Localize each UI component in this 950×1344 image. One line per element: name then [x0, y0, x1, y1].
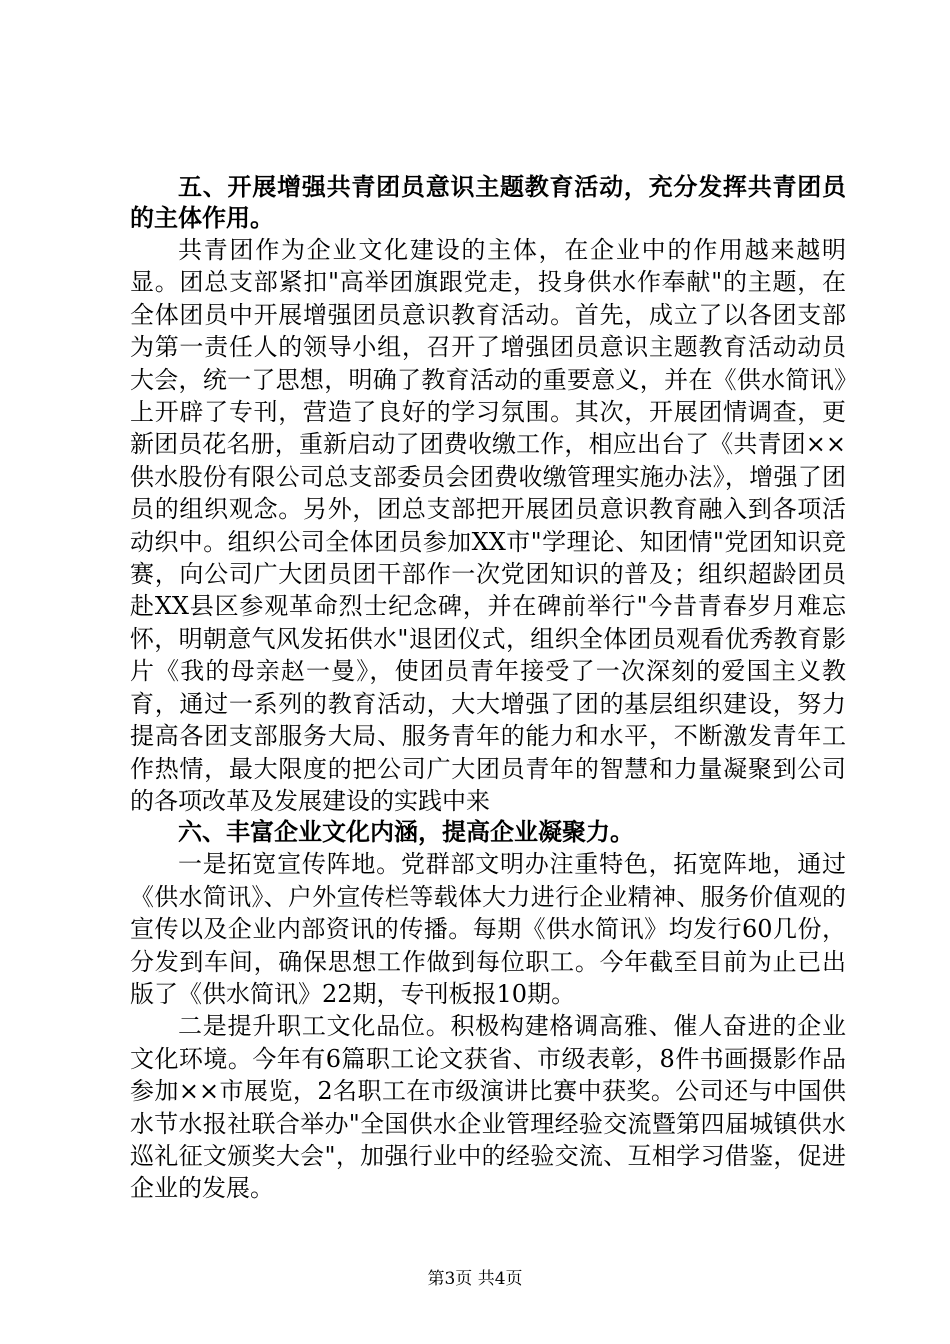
- section-6-heading: 六、丰富企业文化内涵，提高企业凝聚力。: [178, 818, 634, 847]
- page-number-footer: 第3页 共4页: [427, 1269, 523, 1289]
- document-page: [130, 172, 846, 1205]
- section-6-paragraph-1: 一是拓宽宣传阵地。党群部文明办注重特色，拓宽阵地，通过《供水简讯》、户外宣传栏等载体大力进行企业精神、服务价值观的宣传以及企业内部资讯的传播。每期《供水简讯》均发行60几份，分发到车间，确保思想工作做到每位职工。今年截至目前为止已出版了《供水简讯》22期，专刊板报10期。: [130, 850, 846, 1008]
- section-5-body: 共青团作为企业文化建设的主体，在企业中的作用越来越明显。团总支部紧扣"高举团旗跟党走，投身供水作奉献"的主题，在全体团员中开展增强团员意识教育活动。首先，成立了以各团支部为第一责任人的领导小组，召开了增强团员意识主题教育活动动员大会，统一了思想，明确了教育活动的重要意义，并在《供水简讯》上开辟了专刊，营造了良好的学习氛围。其次，开展团情调查，更新团员花名册，重新启动了团费收缴工作，相应出台了《共青团××供水股份有限公司总支部委员会团费收缴管理实施办法》，增强了团员的组织观念。另外，团总支部把开展团员意识教育融入到各项活动织中。组织公司全体团员参加XX市"学理论、知团情"党团知识竞赛，向公司广大团员团干部作一次党团知识的普及；组织超龄团员赴XX县区参观革命烈士纪念碑，并在碑前举行"今昔青春岁月难忘怀，明朝意气风发拓供水"退团仪式，组织全体团员观看优秀教育影片《我的母亲赵一曼》，使团员青年接受了一次深刻的爱国主义教育，通过一系列的教育活动，大大增强了团的基层组织建设，努力提高各团支部服务大局、服务青年的能力和水平，不断激发青年工作热情，最大限度的把公司广大团员青年的智慧和力量凝聚到公司的各项改革及发展建设的实践中来: [130, 236, 846, 815]
- section-5-heading: 五、开展增强共青团员意识主题教育活动，充分发挥共青团员的主体作用。: [130, 173, 846, 232]
- section-6-paragraph-2: 二是提升职工文化品位。积极构建格调高雅、催人奋进的企业文化环境。今年有6篇职工论文获省、市级表彰，8件书画摄影作品参加××市展览，2名职工在市级演讲比赛中获奖。公司还与中国供水节水报社联合举办"全国供水企业管理经验交流暨第四届城镇供水巡礼征文颁奖大会"，加强行业中的经验交流、互相学习借鉴，促进企业的发展。: [130, 1012, 846, 1203]
